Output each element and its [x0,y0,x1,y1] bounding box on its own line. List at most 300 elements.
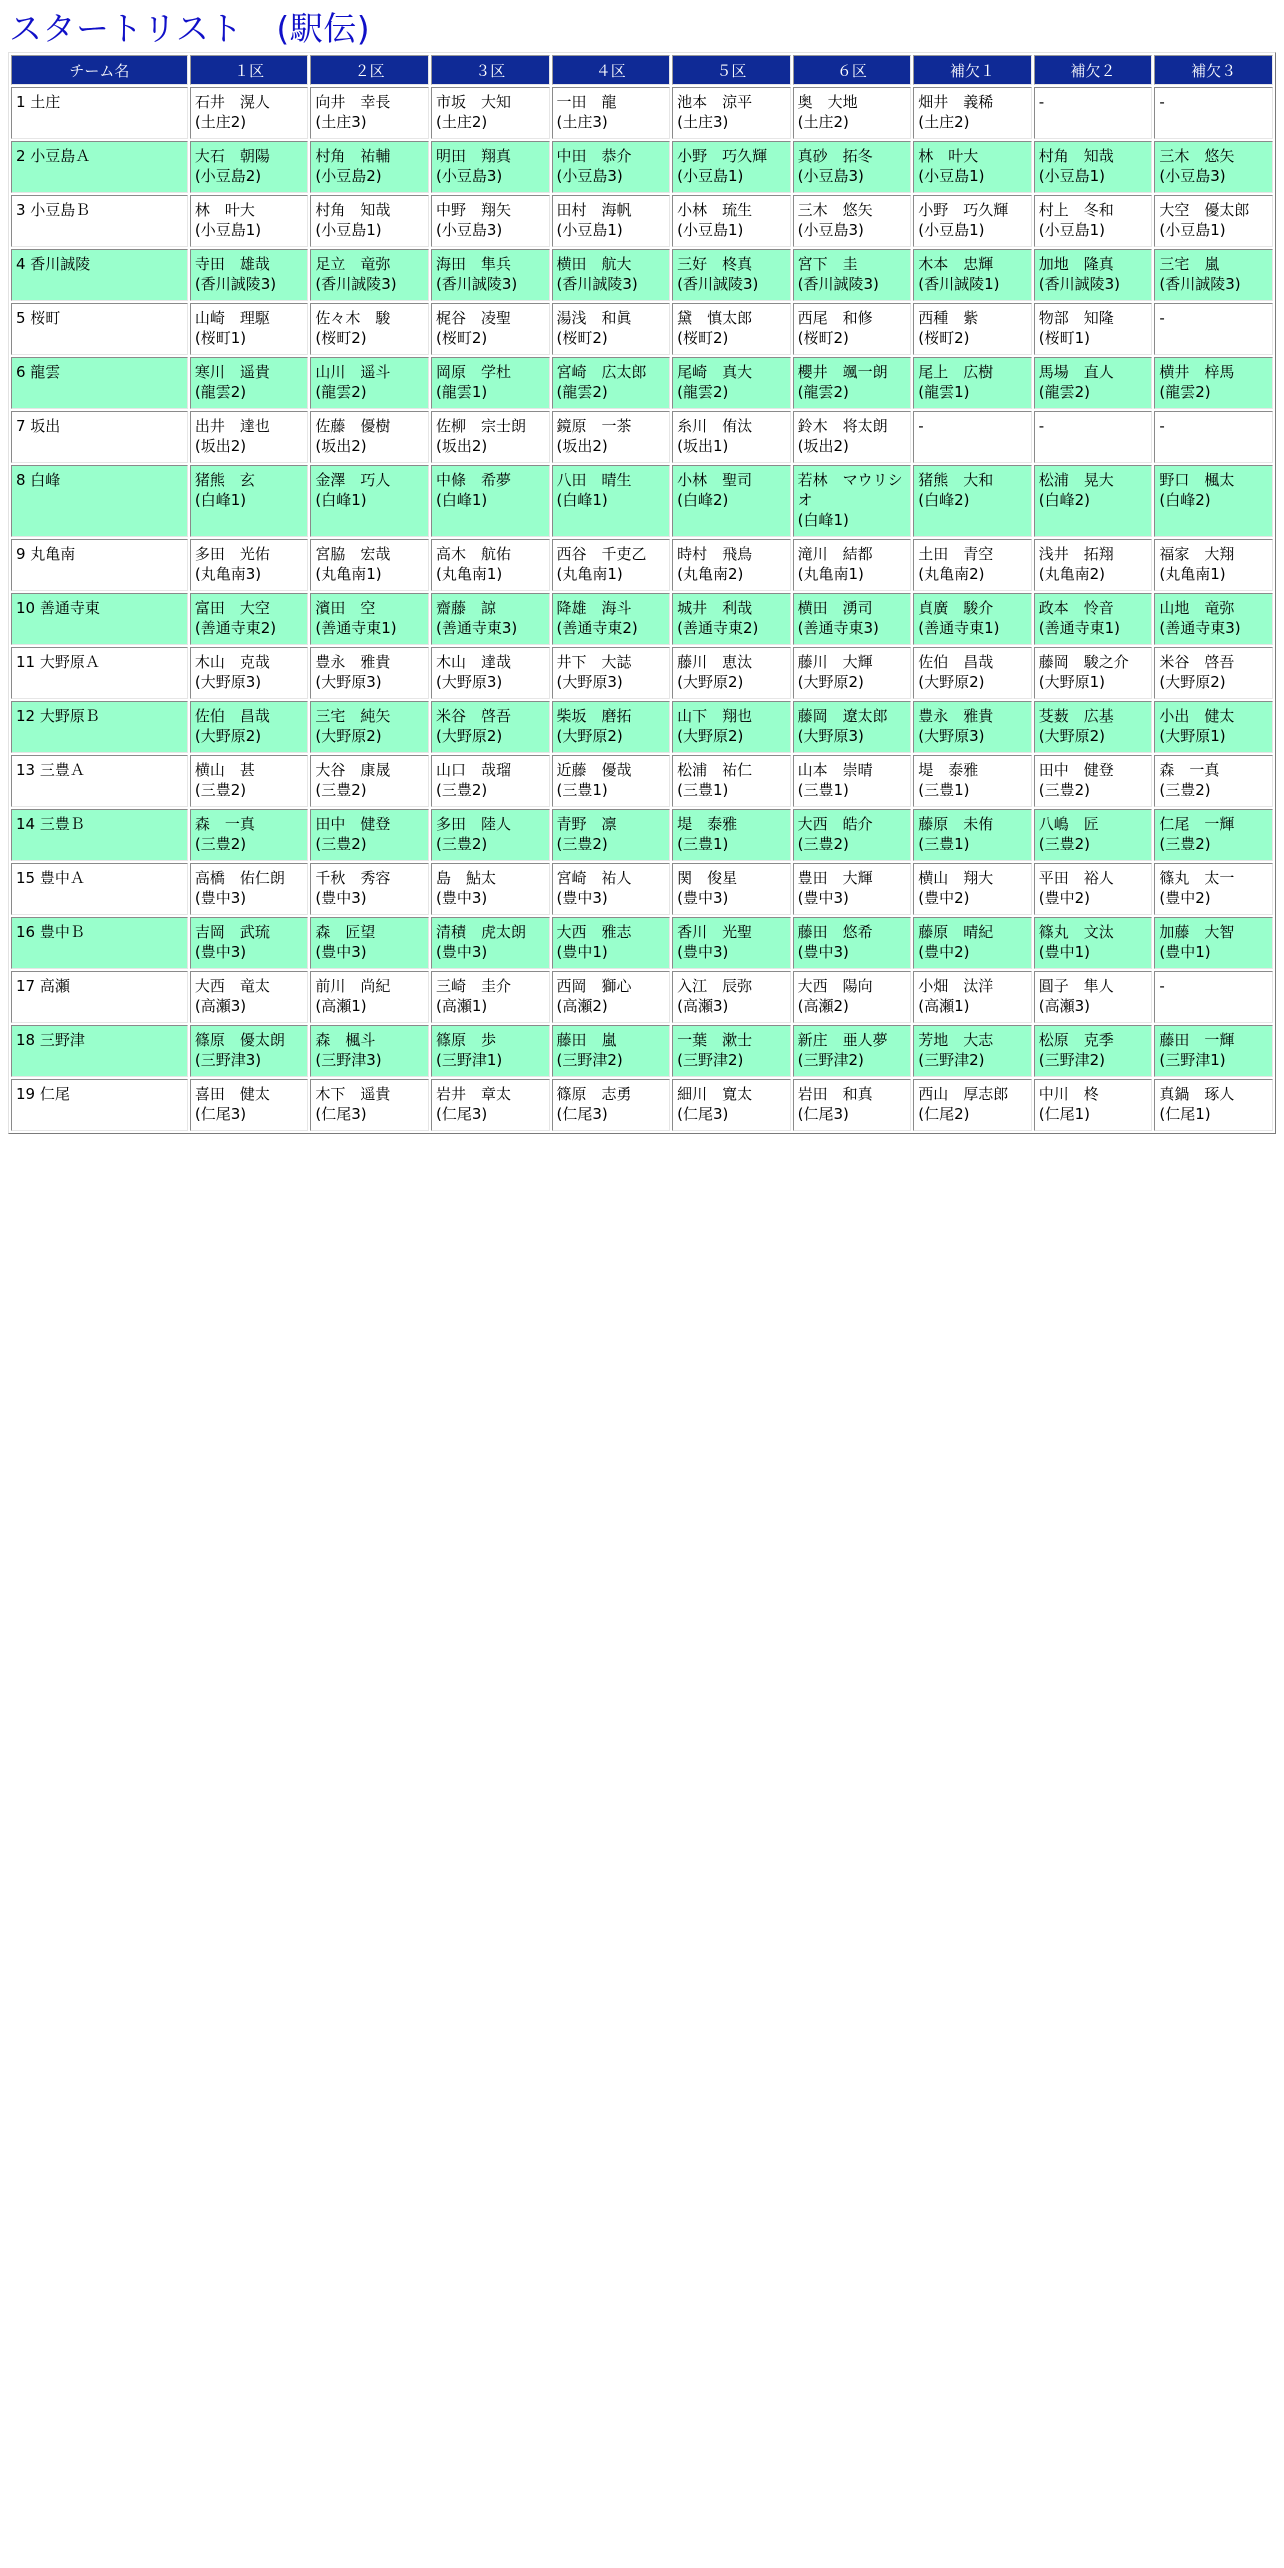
runner-cell [552,539,671,591]
runner-name: 藤岡 遼太郎 [797,707,888,725]
runner-school: (善通寺東2) [677,619,759,637]
runner-name: 新庄 亜人夢 [797,1031,888,1049]
runner-school: (丸亀南3) [194,565,262,583]
runner-name: 藤原 未侑 [918,815,994,833]
runner-cell [431,411,550,463]
table-row [11,465,1273,537]
runner-school: (土庄2) [435,113,488,131]
runner-cell [793,249,912,301]
runner-school: (大野原2) [1038,727,1106,745]
runner-cell [793,647,912,699]
runner-name: 多田 陸人 [435,815,511,833]
runner-name: 森 匠望 [315,923,376,941]
runner-cell [431,917,550,969]
runner-cell [310,809,429,861]
runner-cell [1154,303,1273,355]
runner-name: 松浦 祐仁 [677,761,753,779]
runner-name: 藤川 大輝 [797,653,873,671]
runner-name: 大西 皓介 [797,815,873,833]
runner-school: (豊中3) [315,889,367,907]
runner-cell [1154,87,1273,139]
table-row [11,357,1273,409]
runner-name: 大谷 康晟 [315,761,391,779]
start-list-container [8,52,1276,1134]
runner-cell [310,357,429,409]
runner-name: 出井 達也 [194,417,270,435]
runner-name: 一田 龍 [556,93,617,111]
team-name-cell: 19 仁尾 [11,1079,188,1131]
runner-school: (香川誠陵3) [435,275,518,293]
runner-school: (大野原3) [435,673,503,691]
runner-school: (大野原3) [194,673,262,691]
runner-name: 中條 希夢 [435,471,511,489]
runner-name: 海田 隼兵 [435,255,511,273]
runner-cell [552,809,671,861]
runner-cell [552,249,671,301]
runner-school: (仁尾3) [315,1105,367,1123]
runner-name: 横田 航大 [556,255,632,273]
runner-name: 木下 遥貴 [315,1085,391,1103]
runner-name: 篠原 歩 [435,1031,496,1049]
runner-name: 時村 飛鳥 [677,545,753,563]
runner-school: (香川誠陵3) [194,275,277,293]
runner-name: 森 一真 [194,815,255,833]
runner-cell [793,539,912,591]
runner-name: 山本 崇晴 [797,761,873,779]
runner-cell [310,539,429,591]
runner-school: (仁尾1) [1038,1105,1091,1123]
runner-cell [913,303,1032,355]
runner-name: 小出 健太 [1159,707,1235,725]
runner-school: (三豊1) [556,781,608,799]
runner-name: 田中 健登 [315,815,391,833]
runner-cell [1034,917,1153,969]
runner-school: (豊中1) [1038,943,1091,961]
runner-school: (大野原2) [918,673,985,691]
runner-cell [190,647,309,699]
runner-school: (三豊1) [918,781,970,799]
runner-cell [431,1079,550,1131]
runner-school: (三豊1) [677,835,729,853]
runner-name: 猪熊 大和 [918,471,994,489]
runner-name: 石井 滉人 [194,93,270,111]
runner-cell [552,303,671,355]
runner-name: 青野 凛 [556,815,617,833]
runner-school: (高瀬3) [194,997,247,1015]
runner-school: (小豆島1) [918,167,985,185]
table-row [11,863,1273,915]
runner-school: (三野津2) [918,1051,985,1069]
runner-school: (仁尾3) [435,1105,488,1123]
runner-school: (三豊2) [1159,835,1211,853]
runner-name: 山口 哉瑠 [435,761,511,779]
runner-school: (桜町2) [918,329,970,347]
runner-cell [672,971,791,1023]
runner-school: (龍雲2) [556,383,608,401]
runner-cell [552,1079,671,1131]
runner-cell [793,917,912,969]
runner-school: (善通寺東1) [918,619,1000,637]
table-row [11,87,1273,139]
runner-name: 田村 海帆 [556,201,632,219]
runner-cell [1034,647,1153,699]
runner-name: 篠丸 文汰 [1038,923,1114,941]
runner-name: 加藤 大智 [1159,923,1235,941]
runner-cell [793,357,912,409]
runner-cell [1154,357,1273,409]
team-name-cell: 12 大野原Ｂ [11,701,188,753]
runner-name: 佐柳 宗士朗 [435,417,526,435]
team-name-cell: 1 土庄 [11,87,188,139]
runner-school: (小豆島1) [1038,221,1106,239]
runner-cell [672,141,791,193]
runner-name: 島 鮎太 [435,869,496,887]
runner-name: 三木 悠矢 [797,201,873,219]
runner-name: 宮下 圭 [797,255,858,273]
runner-school: (小豆島3) [435,221,503,239]
runner-school: (桜町1) [194,329,247,347]
runner-school: (土庄2) [918,113,970,131]
runner-name: 清積 虎太朗 [435,923,526,941]
runner-school: (丸亀南2) [1038,565,1106,583]
runner-cell [793,1079,912,1131]
runner-cell [1154,195,1273,247]
runner-school: (仁尾3) [797,1105,849,1123]
runner-name: 小野 巧久輝 [677,147,768,165]
runner-name: 小林 聖司 [677,471,753,489]
team-name-cell: 14 三豊Ｂ [11,809,188,861]
runner-name: 入江 辰弥 [677,977,753,995]
runner-cell [190,1025,309,1077]
runner-school: (大野原1) [1159,727,1226,745]
runner-school: (豊中3) [556,889,608,907]
runner-school: (豊中1) [556,943,608,961]
table-row [11,701,1273,753]
runner-cell [431,971,550,1023]
runner-cell [431,755,550,807]
runner-name: - [1159,977,1165,995]
runner-cell [913,1025,1032,1077]
column-header: １区 [190,55,309,85]
runner-school: (小豆島2) [315,167,382,185]
runner-name: 関 俊星 [677,869,738,887]
runner-cell [431,593,550,645]
runner-cell [913,87,1032,139]
table-row [11,141,1273,193]
runner-school: (三野津2) [556,1051,623,1069]
runner-name: 近藤 優哉 [556,761,632,779]
runner-name: 堤 泰雅 [918,761,979,779]
runner-school: (香川誠陵3) [677,275,759,293]
runner-school: (豊中3) [194,943,247,961]
runner-cell [672,863,791,915]
runner-cell [552,1025,671,1077]
runner-school: (小豆島1) [556,221,623,239]
runner-cell [672,357,791,409]
runner-school: (大野原2) [677,727,744,745]
runner-cell [913,539,1032,591]
runner-school: (三豊2) [1038,835,1091,853]
runner-cell [913,411,1032,463]
runner-name: 一葉 漱士 [677,1031,753,1049]
runner-name: 村角 知哉 [315,201,391,219]
runner-name: 西谷 千吏乙 [556,545,647,563]
runner-name: 池本 涼平 [677,93,753,111]
runner-school: (善通寺東2) [194,619,277,637]
runner-name: - [1159,93,1165,111]
runner-cell [1154,917,1273,969]
runner-school: (三豊2) [194,835,247,853]
runner-cell [190,917,309,969]
runner-name: 吉岡 武琉 [194,923,270,941]
runner-school: (大野原2) [797,673,864,691]
runner-name: 林 叶大 [918,147,979,165]
runner-school: (坂出2) [435,437,488,455]
runner-cell [1034,755,1153,807]
runner-cell [190,195,309,247]
table-row [11,917,1273,969]
runner-name: - [1159,417,1165,435]
runner-cell [913,141,1032,193]
runner-school: (土庄2) [797,113,849,131]
runner-name: 佐藤 優樹 [315,417,391,435]
runner-cell [672,593,791,645]
runner-school: (大野原1) [1038,673,1106,691]
runner-cell [310,917,429,969]
runner-cell [431,303,550,355]
runner-name: 篠原 優太朗 [194,1031,285,1049]
runner-name: 藤岡 駿之介 [1038,653,1129,671]
runner-cell [1154,755,1273,807]
runner-name: 佐々木 駿 [315,309,391,327]
runner-cell [913,863,1032,915]
runner-cell [672,465,791,537]
runner-name: 足立 竜弥 [315,255,391,273]
runner-name: 宮崎 祐人 [556,869,632,887]
team-name-cell: 5 桜町 [11,303,188,355]
runner-name: 村角 祐輔 [315,147,391,165]
runner-school: (香川誠陵3) [315,275,397,293]
runner-name: 佐伯 昌哉 [194,707,270,725]
runner-school: (豊中3) [797,889,849,907]
runner-cell [793,465,912,537]
runner-school: (三豊2) [194,781,247,799]
runner-cell [1154,863,1273,915]
runner-name: 土田 青空 [918,545,994,563]
runner-name: 三宅 純矢 [315,707,391,725]
runner-school: (坂出2) [556,437,608,455]
runner-name: 堤 泰雅 [677,815,738,833]
runner-school: (土庄3) [556,113,608,131]
runner-school: (三豊2) [435,835,488,853]
table-row [11,809,1273,861]
runner-name: 中野 翔矢 [435,201,511,219]
table-header-row [11,55,1273,85]
runner-school: (善通寺東3) [797,619,879,637]
runner-school: (丸亀南1) [556,565,623,583]
runner-name: 畑井 義稀 [918,93,994,111]
column-header: 補欠３ [1154,55,1273,85]
runner-name: 林 叶大 [194,201,255,219]
runner-school: (三豊1) [677,781,729,799]
runner-school: (豊中3) [315,943,367,961]
runner-school: (丸亀南2) [918,565,985,583]
runner-cell [913,647,1032,699]
runner-cell [190,863,309,915]
runner-cell [793,701,912,753]
runner-cell [913,971,1032,1023]
runner-name: 木山 達哉 [435,653,511,671]
runner-school: (三豊2) [1159,781,1211,799]
runner-school: (坂出2) [315,437,367,455]
runner-cell [552,141,671,193]
runner-school: (桜町2) [435,329,488,347]
runner-school: (高瀬1) [918,997,970,1015]
runner-cell [1154,411,1273,463]
runner-cell [310,87,429,139]
runner-cell [793,141,912,193]
runner-cell [913,357,1032,409]
runner-cell [1154,1025,1273,1077]
runner-name: 岩田 和真 [797,1085,873,1103]
runner-name: 中田 恭介 [556,147,632,165]
runner-cell [1034,809,1153,861]
runner-cell [190,141,309,193]
runner-school: (大野原2) [435,727,503,745]
runner-school: (白峰2) [1159,491,1211,509]
runner-cell [793,303,912,355]
runner-name: 仁尾 一輝 [1159,815,1235,833]
runner-school: (丸亀南2) [677,565,744,583]
runner-school: (高瀬1) [315,997,367,1015]
runner-name: 木本 忠輝 [918,255,994,273]
runner-school: (小豆島1) [315,221,382,239]
runner-name: 真鍋 琢人 [1159,1085,1235,1103]
runner-school: (善通寺東3) [1159,619,1241,637]
runner-cell [793,87,912,139]
runner-school: (龍雲2) [1038,383,1091,401]
runner-school: (白峰1) [435,491,488,509]
runner-name: 芟薮 広基 [1038,707,1114,725]
runner-cell [913,701,1032,753]
runner-name: 小林 琉生 [677,201,753,219]
runner-school: (三豊2) [1038,781,1091,799]
runner-cell [672,539,791,591]
runner-cell [552,971,671,1023]
runner-cell [672,303,791,355]
runner-school: (豊中2) [918,889,970,907]
team-name-cell: 13 三豊Ａ [11,755,188,807]
runner-name: 滝川 結都 [797,545,873,563]
runner-school: (小豆島1) [677,167,744,185]
table-row [11,755,1273,807]
runner-cell [793,863,912,915]
runner-name: 大石 朝陽 [194,147,270,165]
runner-cell [310,971,429,1023]
runner-cell [913,465,1032,537]
runner-name: 黛 慎太郎 [677,309,753,327]
page-title: スタートリスト (駅伝) [9,9,371,48]
runner-cell [672,701,791,753]
runner-name: 貞廣 駿介 [918,599,994,617]
runner-name: 奥 大地 [797,93,858,111]
runner-name: 村上 冬和 [1038,201,1114,219]
runner-school: (龍雲2) [677,383,729,401]
runner-name: 山川 遥斗 [315,363,391,381]
table-row [11,593,1273,645]
runner-name: 松浦 晃大 [1038,471,1114,489]
runner-name: 森 楓斗 [315,1031,376,1049]
table-row [11,539,1273,591]
runner-school: (豊中2) [1159,889,1211,907]
runner-school: (善通寺東1) [315,619,397,637]
runner-school: (三豊2) [315,835,367,853]
runner-name: 豊永 雅貴 [918,707,994,725]
runner-name: 加地 隆真 [1038,255,1114,273]
runner-cell [431,701,550,753]
table-row [11,1025,1273,1077]
runner-cell [431,357,550,409]
runner-school: (大野原2) [677,673,744,691]
runner-school: (白峰1) [797,511,849,529]
runner-name: 井下 大誌 [556,653,632,671]
runner-name: 政本 怜音 [1038,599,1114,617]
runner-cell [913,195,1032,247]
runner-cell [1154,1079,1273,1131]
runner-name: 高橋 佑仁朗 [194,869,285,887]
runner-school: (龍雲2) [194,383,247,401]
runner-school: (桜町2) [797,329,849,347]
runner-cell [1154,465,1273,537]
runner-cell [431,195,550,247]
runner-school: (小豆島1) [677,221,744,239]
runner-cell [431,465,550,537]
runner-cell [1034,141,1153,193]
runner-name: 中川 柊 [1038,1085,1099,1103]
runner-name: 佐伯 昌哉 [918,653,994,671]
runner-name: - [918,417,924,435]
runner-name: 八田 晴生 [556,471,632,489]
runner-name: 篠原 志勇 [556,1085,632,1103]
runner-school: (大野原3) [918,727,985,745]
runner-school: (小豆島2) [194,167,262,185]
runner-cell [552,701,671,753]
runner-school: (香川誠陵3) [1038,275,1121,293]
runner-name: 藤田 嵐 [556,1031,617,1049]
runner-school: (三野津1) [435,1051,503,1069]
runner-cell [431,539,550,591]
runner-school: (豊中3) [194,889,247,907]
runner-school: (白峰1) [194,491,247,509]
runner-cell [190,357,309,409]
runner-school: (仁尾3) [556,1105,608,1123]
runner-school: (小豆島3) [797,167,864,185]
runner-name: 金澤 巧人 [315,471,391,489]
runner-cell [672,809,791,861]
runner-name: 宮崎 広太郎 [556,363,647,381]
runner-school: (三野津2) [677,1051,744,1069]
runner-cell [913,755,1032,807]
runner-cell [1154,647,1273,699]
runner-school: (丸亀南1) [1159,565,1226,583]
team-name-cell: 17 高瀬 [11,971,188,1023]
runner-school: (白峰2) [677,491,729,509]
runner-cell [672,411,791,463]
runner-cell [431,249,550,301]
runner-name: 前川 尚紀 [315,977,391,995]
runner-name: 三崎 圭介 [435,977,511,995]
column-header: ４区 [552,55,671,85]
